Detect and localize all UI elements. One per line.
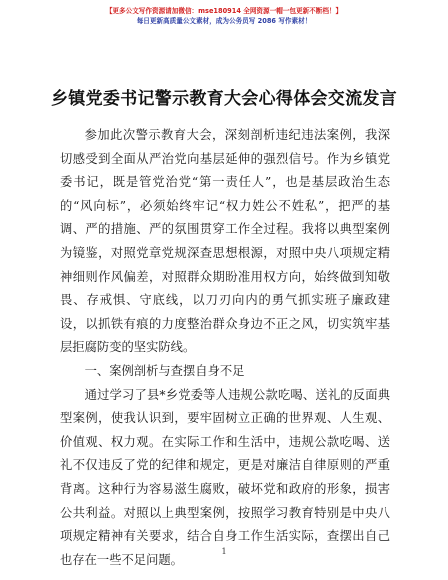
document-body bbox=[60, 124, 390, 572]
header-banner bbox=[0, 6, 448, 26]
banner-line-promo: 【更多公文写作资源请加微信：mse180914 全网资源一帽一包更新不断档！】 bbox=[105, 7, 343, 15]
page-number: 1 bbox=[221, 547, 227, 556]
banner-line-daily-update: 每日更新高质量公文素材，成为公务员写 2086 写作素材！ bbox=[136, 17, 312, 25]
section-paragraph: 通过学习了县*乡党委等人违规公款吃喝、送礼的反面典型案例，使我认识到，要牢固树立正确的世界观、人生观、价值观、权力观。在实际工作和生活中，违规公款吃喝、送礼不仅违反了党的纪律和规定，更是对廉洁自律原则的严重背离。这种行为容易滋生腐败，破坏党和政府的形象，损害公共利益。对照以上典型案例，按照学习教育特别是中央八项规定精神有关要求，结合自身工作生活实际，查摆出自己也存在一些不足问题。 bbox=[60, 387, 390, 567]
intro-paragraph: 参加此次警示教育大会，深刻剖析违纪违法案例，我深切感受到全面从严治党向基层延伸的强烈信号。作为乡镇党委书记，既是管党治党“第一责任人”，也是基层政治生态的“风向标”，必须始终牢记“权力姓公不姓私”，把严的基调、严的措施、严的氛围贯穿工作全过程。我将以典型案例为镜鉴，对照党章党规深查思想根源，对照中央八项规定精神细则作风偏差，对照群众期盼准用权方向，始终做到知敬畏、存戒惧、守底线，以刀刃向内的勇气抓实班子廉政建设，以抓铁有痕的力度整治群众身边不正之风，切实筑牢基层拒腐防变的坚实防线。 bbox=[60, 128, 390, 355]
document-title: 乡镇党委书记警示教育大会心得体会交流发言 bbox=[51, 89, 397, 109]
section-heading: 一、案例剖析与查摆自身不足 bbox=[84, 363, 245, 378]
